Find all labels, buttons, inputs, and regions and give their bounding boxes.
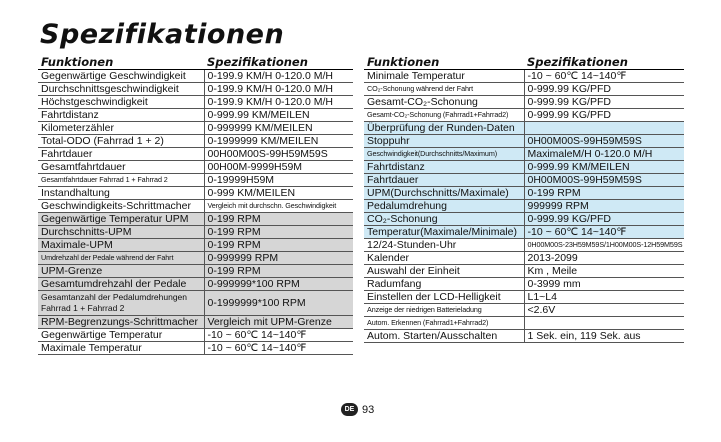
spec-cell [524, 317, 684, 330]
function-cell: Auswahl der Einheit [364, 265, 524, 278]
spec-cell: -10 ~ 60℃ 14~140℉ [204, 342, 353, 355]
table-row [38, 252, 353, 265]
function-cell: UPM(Durchschnitts/Maximale) [364, 187, 524, 200]
table-row [364, 213, 684, 226]
function-cell: Maximale Temperatur [38, 342, 204, 355]
spec-cell: 0-999.99 KG/PFD [524, 83, 684, 96]
spec-cell: 0H00M00S-99H59M59S [524, 174, 684, 187]
function-cell: 12/24-Stunden-Uhr [364, 239, 524, 252]
table-header-row [364, 56, 684, 70]
table-row [364, 83, 684, 96]
spec-table-left [38, 56, 353, 355]
table-row [38, 226, 353, 239]
function-cell: Durchschnitts-UPM [38, 226, 204, 239]
table-row [364, 148, 684, 161]
spec-cell: 0-999.99 KG/PFD [524, 96, 684, 109]
spec-cell: 0-999.99 KG/PFD [524, 213, 684, 226]
function-cell: Gegenwärtige Geschwindigkeit [38, 70, 204, 83]
function-cell: Total-ODO (Fahrrad 1 + 2) [38, 135, 204, 148]
function-cell: RPM-Begrenzungs-Schrittmacher [38, 316, 204, 329]
function-cell: Durchschnittsgeschwindigkeit [38, 83, 204, 96]
function-cell: Temperatur(Maximale/Minimale) [364, 226, 524, 239]
table-row [364, 70, 684, 83]
table-row [38, 329, 353, 342]
table-row [38, 148, 353, 161]
header-specifications: Spezifikationen [524, 56, 684, 70]
spec-cell: 0-999 KM/MEILEN [204, 187, 353, 200]
table-row [364, 304, 684, 317]
table-row [38, 291, 353, 316]
function-cell: Fahrtdistanz [38, 109, 204, 122]
spec-cell: 0-199.9 KM/H 0-120.0 M/H [204, 96, 353, 109]
function-cell: Gesamtfahrtdauer [38, 161, 204, 174]
table-row [38, 342, 353, 355]
table-row [364, 252, 684, 265]
spec-cell: -10 ~ 60℃ 14~140℉ [524, 70, 684, 83]
function-cell: Fahrtdauer [38, 148, 204, 161]
function-cell: Fahrtdauer [364, 174, 524, 187]
table-row [38, 174, 353, 187]
table-row [364, 174, 684, 187]
function-cell: Geschwindigkeit(Durchschnitts/Maximum) [364, 148, 524, 161]
table-row [38, 187, 353, 200]
function-cell: Einstellen der LCD-Helligkeit [364, 291, 524, 304]
table-row [364, 317, 684, 330]
table-row [364, 200, 684, 213]
function-cell: Gesamt-CO₂-Schonung [364, 96, 524, 109]
spec-cell [524, 122, 684, 135]
table-row [364, 187, 684, 200]
function-cell: Anzeige der niedrigen Batterieladung [364, 304, 524, 317]
table-row [38, 213, 353, 226]
function-cell: Stoppuhr [364, 135, 524, 148]
table-row [38, 109, 353, 122]
table-row [364, 278, 684, 291]
spec-cell: 0-199 RPM [204, 265, 353, 278]
table-row [364, 265, 684, 278]
spec-cell: Vergleich mit UPM-Grenze [204, 316, 353, 329]
function-cell: Umdrehzahl der Pedale während der Fahrt [38, 252, 204, 265]
function-cell: Kilometerzähler [38, 122, 204, 135]
function-cell: Instandhaltung [38, 187, 204, 200]
function-cell: Gegenwärtige Temperatur UPM [38, 213, 204, 226]
spec-cell: 0-199 RPM [524, 187, 684, 200]
page-title: Spezifikationen [40, 19, 285, 50]
table-row [364, 135, 684, 148]
language-badge: DE [341, 403, 358, 416]
spec-cell: 0-199 RPM [204, 226, 353, 239]
function-cell: Gesamt-CO₂-Schonung (Fahrrad1+Fahrrad2) [364, 109, 524, 122]
function-cell: UPM-Grenze [38, 265, 204, 278]
header-specifications: Spezifikationen [204, 56, 353, 70]
header-functions: Funktionen [38, 56, 204, 70]
function-cell: Überprüfung der Runden-Daten [364, 122, 524, 135]
table-row [38, 278, 353, 291]
table-row [38, 316, 353, 329]
function-cell: Gesamtumdrehzahl der Pedale [38, 278, 204, 291]
function-cell: CO₂-Schonung [364, 213, 524, 226]
spec-cell: MaximaleM/H 0-120.0 M/H [524, 148, 684, 161]
spec-cell: Km , Meile [524, 265, 684, 278]
function-cell: Gesamtfahrtdauer Fahrrad 1 + Fahrrad 2 [38, 174, 204, 187]
spec-cell: 0-19999H59M [204, 174, 353, 187]
table-row [38, 83, 353, 96]
page-number: 93 [362, 403, 375, 416]
spec-cell: 0H00M00S-23H59M59S/1H00M00S-12H59M59S [524, 239, 684, 252]
table-row [38, 122, 353, 135]
spec-cell: 0-999999*100 RPM [204, 278, 353, 291]
spec-cell: L1~L4 [524, 291, 684, 304]
function-cell: Gegenwärtige Temperatur [38, 329, 204, 342]
header-functions: Funktionen [364, 56, 524, 70]
table-row [38, 265, 353, 278]
function-cell: Gesamtanzahl der Pedalumdrehungen Fahrrad 1 + Fahrrad 2 [38, 291, 204, 316]
spec-cell: -10 ~ 60℃ 14~140℉ [204, 329, 353, 342]
spec-cell: 00H00M-9999H59M [204, 161, 353, 174]
function-cell: Fahrtdistanz [364, 161, 524, 174]
function-cell: CO₂-Schonung während der Fahrt [364, 83, 524, 96]
function-cell: Autom. Starten/Ausschalten [364, 330, 524, 343]
function-cell: Pedalumdrehung [364, 200, 524, 213]
spec-cell: -10 ~ 60℃ 14~140℉ [524, 226, 684, 239]
table-row [364, 291, 684, 304]
spec-cell: 0-999999 RPM [204, 252, 353, 265]
spec-table-right [364, 56, 684, 343]
spec-cell: 0-999.99 KM/MEILEN [204, 109, 353, 122]
table-row [364, 161, 684, 174]
spec-cell: 0-999.99 KG/PFD [524, 109, 684, 122]
function-cell: Minimale Temperatur [364, 70, 524, 83]
spec-cell: 0-1999999 KM/MEILEN [204, 135, 353, 148]
spec-cell: 0-199 RPM [204, 213, 353, 226]
spec-cell: 0-3999 mm [524, 278, 684, 291]
spec-cell: 0-999.99 KM/MEILEN [524, 161, 684, 174]
spec-cell: 0-199.9 KM/H 0-120.0 M/H [204, 70, 353, 83]
spec-cell: 2013-2099 [524, 252, 684, 265]
spec-cell: 00H00M00S-99H59M59S [204, 148, 353, 161]
function-cell: Autom. Erkennen (Fahrrad1+Fahrrad2) [364, 317, 524, 330]
table-row [364, 122, 684, 135]
table-row [38, 96, 353, 109]
table-header-row [38, 56, 353, 70]
function-cell: Radumfang [364, 278, 524, 291]
table-row [364, 109, 684, 122]
table-row [38, 200, 353, 213]
table-row [364, 226, 684, 239]
function-cell: Höchstgeschwindigkeit [38, 96, 204, 109]
spec-cell: 0-999999 KM/MEILEN [204, 122, 353, 135]
page-footer [341, 403, 374, 416]
table-row [38, 135, 353, 148]
table-row [38, 161, 353, 174]
function-cell: Kalender [364, 252, 524, 265]
spec-cell: 0H00M00S-99H59M59S [524, 135, 684, 148]
table-row [38, 70, 353, 83]
table-row [364, 330, 684, 343]
spec-cell: 999999 RPM [524, 200, 684, 213]
spec-cell: 0-199 RPM [204, 239, 353, 252]
spec-cell: 0-1999999*100 RPM [204, 291, 353, 316]
table-row [364, 239, 684, 252]
function-cell: Geschwindigkeits-Schrittmacher [38, 200, 204, 213]
spec-cell: Vergleich mit durchschn. Geschwindigkeit [204, 200, 353, 213]
table-row [38, 239, 353, 252]
spec-cell: 0-199.9 KM/H 0-120.0 M/H [204, 83, 353, 96]
function-cell: Maximale-UPM [38, 239, 204, 252]
table-row [364, 96, 684, 109]
spec-cell: 1 Sek. ein, 119 Sek. aus [524, 330, 684, 343]
spec-cell: <2.6V [524, 304, 684, 317]
